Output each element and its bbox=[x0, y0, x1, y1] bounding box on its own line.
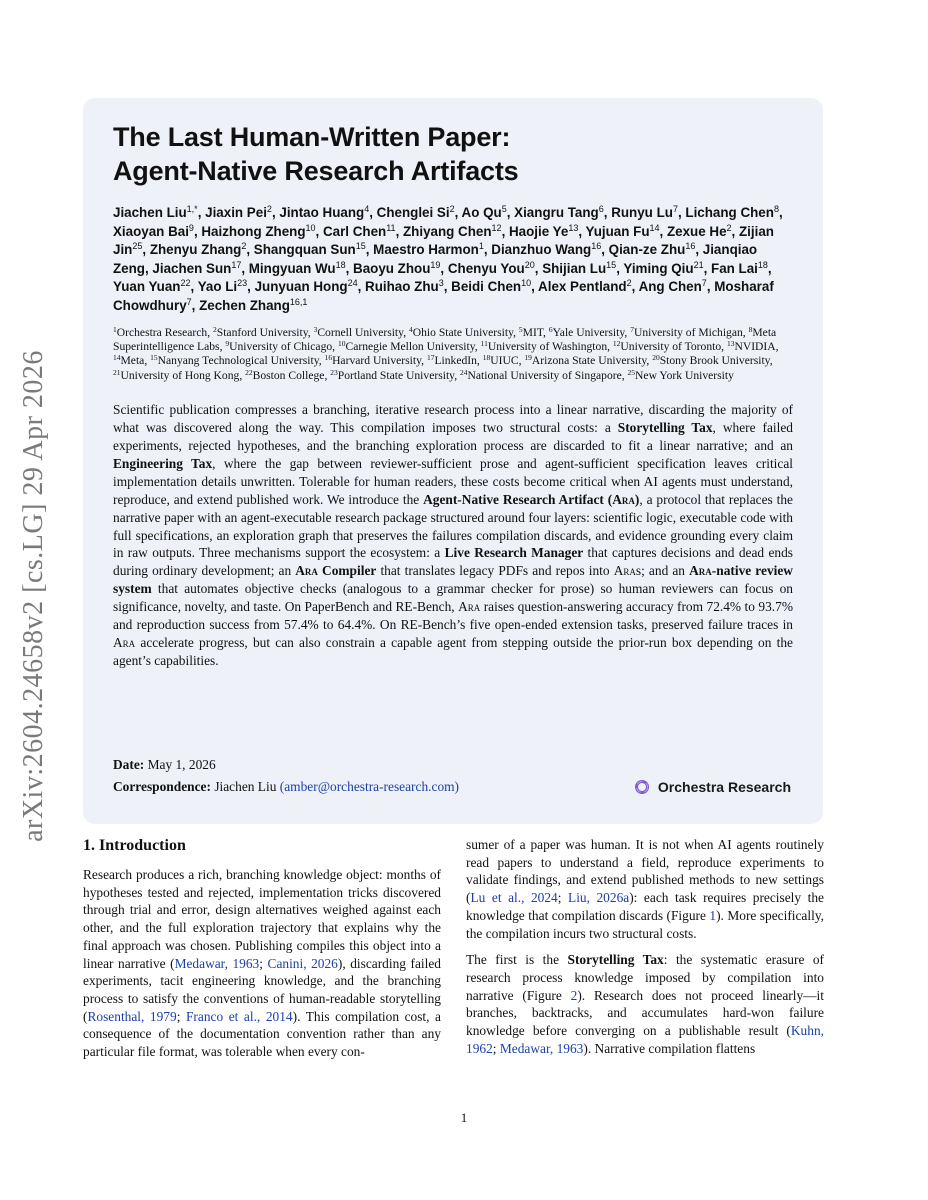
date-label: Date: bbox=[113, 757, 145, 772]
date-value: May 1, 2026 bbox=[147, 757, 216, 772]
date-line bbox=[113, 754, 793, 776]
body-column-right bbox=[466, 836, 824, 1066]
correspondence-label: Correspondence: bbox=[113, 779, 211, 794]
title-abstract-box bbox=[83, 98, 823, 824]
arxiv-id-text: arXiv:2604.24658v2 [cs.LG] 29 Apr 2026 bbox=[18, 350, 49, 842]
abstract: Scientific publication compresses a branching, iterative research process into a linear narrative, discarding the majority of what was discovered along the way. This compilation imposes two structural costs: a Storytelling Tax, where failed experiments, rejected hypotheses, and the branching exploration process are discarded to fit a linear narrative; and an Engineering Tax, where the gap between reviewer-sufficient prose and agent-sufficient specification leaves critical implementation details unwritten. Tolerable for human readers, these costs become critical when AI agents must understand, reproduce, and extend published work. We introduce the Agent-Native Research Artifact (Ara), a protocol that replaces the narrative paper with an agent-executable research package structured around four layers: scientific logic, executable code with full specifications, an exploration graph that preserves the failures compilation discards, and evidence grounding every claim in raw outputs. Three mechanisms support the ecosystem: a Live Research Manager that captures decisions and dead ends during ordinary development; an Ara Compiler that translates legacy PDFs and repos into Aras; and an Ara-native review system that automates objective checks (analogous to a grammar checker for prose) so human reviewers can focus on significance, novelty, and taste. On PaperBench and RE-Bench, Ara raises question-answering accuracy from 72.4% to 93.7% and reproduction success from 57.4% to 64.4%. On RE-Bench’s five open-ended extension tasks, preserved failure traces in Ara accelerate progress, but can also constrain a capable agent from stepping outside the prior-run box depending on the agent’s capabilities. bbox=[113, 402, 793, 668]
correspondence-email-link[interactable]: (amber@orchestra-research.com) bbox=[279, 779, 460, 794]
author-list: Jiachen Liu$^{1,*}$, Jiaxin Pei$^2$, Jintao Huang$^4$, Chenglei Si$^2$, Ao Qu$^5$, Xiangru Tang$^6$, Runyu Lu$^7$, Lichang Chen$^8$, Xiaoyan Bai$^9$, Haizhong Zheng$^{10}$, Carl Chen$^{11}$, Zhiyang Chen$^{12}$, Haojie Ye$^{13}$, Yujuan Fu$^{14}$, Zexue He$^2$, Zijian Jin$^{25}$, Zhenyu Zhang$^2$, Shangquan Sun$^{15}$, Maestro Harmon$^1$, Dianzhuo Wang$^{16}$, Qian-ze Zhu$^{16}$, Jianqiao Zeng, Jiachen Sun$^{17}$, Mingyuan Wu$^{18}$, Baoyu Zhou$^{19}$, Chenyu You$^{20}$, Shijian Lu$^{15}$, Yiming Qiu$^{21}$, Fan Lai$^{18}$, Yuan Yuan$^{22}$, Yao Li$^{23}$, Junyuan Hong$^{24}$, Ruihao Zhu$^3$, Beidi Chen$^{10}$, Alex Pentland$^2$, Ang Chen$^7$, Mosharaf Chowdhury$^7$, Zechen Zhang$^{16,1}$ bbox=[113, 204, 783, 313]
page-number: 1 bbox=[460, 1110, 468, 1125]
correspondence-name: Jiachen Liu bbox=[214, 779, 277, 794]
intro-text-left: Research produces a rich, branching knowledge object: months of hypotheses tested and rejected, implementation tricks discovered through trial and error, design alternatives weighed against each other, and the full exploration trajectory that explains why the final approach was chosen. Publishing compiles this object into a linear narrative (Medawar, 1963; Canini, 2026), discarding failed experiments, tacit engineering knowledge, and the branching process to satisfy the conventions of human-readable storytelling (Rosenthal, 1979; Franco et al., 2014). This compilation cost, a consequence of the documentation convention rather than any particular file format, was tolerable when every con- bbox=[83, 867, 441, 1060]
logo-text: Orchestra Research bbox=[657, 779, 791, 795]
orchestra-logo bbox=[634, 779, 791, 795]
arxiv-sidebar-stamp bbox=[14, 322, 54, 870]
title-line-2: Agent-Native Research Artifacts bbox=[113, 156, 519, 186]
intro-text-right: sumer of a paper was human. It is not when AI agents routinely read papers to understand a field, reproduce experiments to validate findings, and extend published methods to new settings (Lu et al., 2024; Liu, 2026a): each task requires precisely the knowledge that compilation discards (Figure 1). More specifically, the compilation incurs two structural costs. The first is the Storytelling Tax: the systematic erasure of research process knowledge imposed by compilation into narrative (Figure 2). Research does not proceed linearly—it branches, backtracks, and accumulates hard-won failure knowledge before converging on a publishable result (Kuhn, 1962; Medawar, 1963). Narrative compilation flattens bbox=[466, 837, 824, 1056]
orchestra-ring-logo-icon bbox=[634, 779, 650, 795]
affiliation-list: $^1$Orchestra Research, $^2$Stanford University, $^3$Cornell University, $^4$Ohio State University, $^5$MIT, $^6$Yale University, $^7$University of Michigan, $^8$Meta Superintelligence Labs, $^9$University of Chicago, $^{10}$Carnegie Mellon University, $^{11}$University of Washington, $^{12}$University of Toronto, $^{13}$NVIDIA, $^{14}$Meta, $^{15}$Nanyang Technological University, $^{16}$Harvard University, $^{17}$LinkedIn, $^{18}$UIUC, $^{19}$Arizona State University, $^{20}$Stony Brook University, $^{21}$University of Hong Kong, $^{22}$Boston College, $^{23}$Portland State University, $^{24}$National University of Singapore, $^{25}$New York University bbox=[113, 324, 779, 382]
title-line-1: The Last Human-Written Paper: bbox=[113, 122, 511, 152]
section-heading-introduction: 1. Introduction bbox=[83, 837, 186, 854]
paper-title bbox=[113, 120, 793, 188]
body-column-left bbox=[83, 836, 441, 1070]
